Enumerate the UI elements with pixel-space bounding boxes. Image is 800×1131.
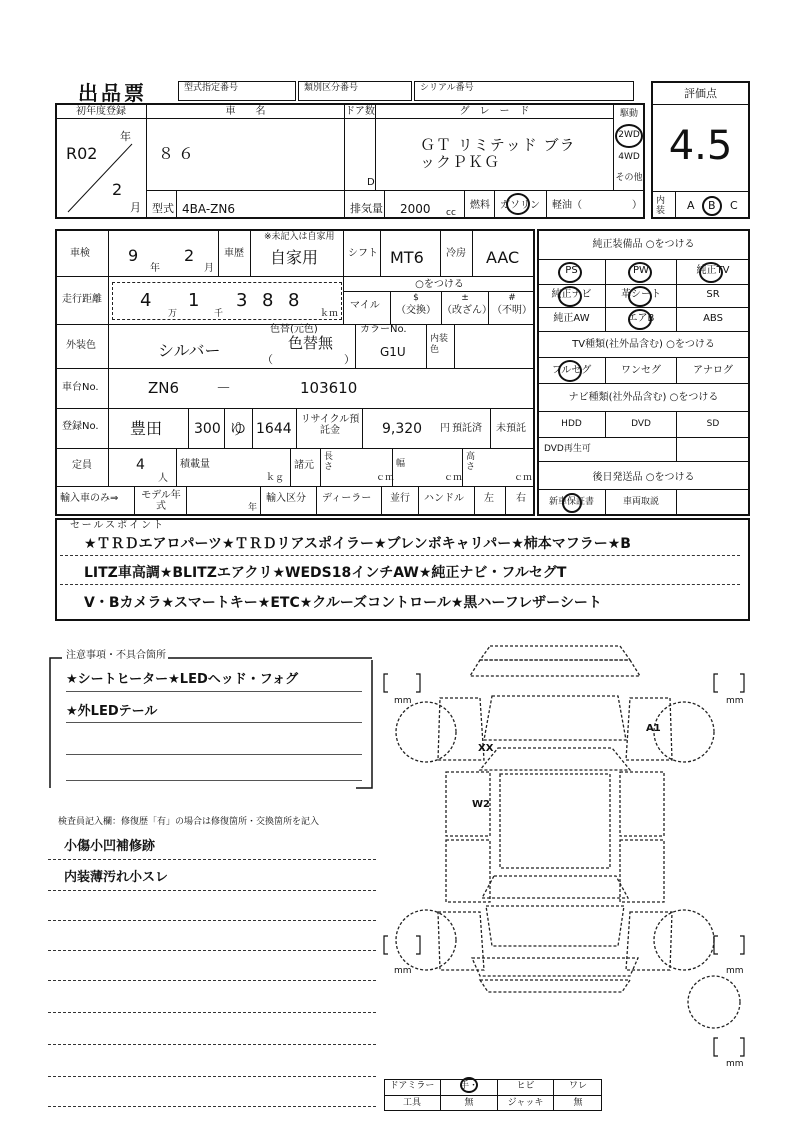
fuel-close: ）: [632, 200, 642, 211]
mileage-unk: （不明）: [492, 305, 532, 316]
capacity-label: 定員: [72, 460, 92, 471]
navi-dvd: DVD: [631, 419, 651, 429]
import-dealer: ディーラー: [322, 493, 372, 504]
mm-rear-right: mm: [726, 966, 744, 976]
capacity-value: 4: [136, 457, 145, 473]
mm-rear-left: mm: [394, 966, 412, 976]
tools-label: 工具: [402, 1098, 421, 1108]
damage-mark-a1: A1: [646, 723, 661, 734]
ac-label: 冷房: [446, 248, 466, 259]
shift-value: MT6: [390, 248, 424, 267]
mileage-digit4: 8: [262, 290, 274, 311]
equip-navi-circle: [558, 286, 582, 307]
fuel-gasoline: ガソリン: [500, 200, 540, 211]
equipment-label: 純正装備品 ○をつける: [592, 239, 695, 250]
mileage-unk-symbol: #: [508, 293, 516, 303]
form-title: 出品票: [78, 81, 147, 105]
inspection-year: 9: [128, 246, 139, 265]
equip-pw-circle: [628, 262, 652, 283]
registration-kana: ゆ: [230, 419, 247, 438]
navi-label: ナビ種類(社外品含む) ○をつける: [568, 392, 719, 403]
first-reg-month-unit: 月: [130, 201, 141, 214]
recycle-value: 9,320: [382, 421, 423, 437]
mileage-alt: （改ざん）: [442, 305, 492, 316]
first-reg-era: R02: [66, 144, 98, 163]
shift-label: シフト: [348, 248, 378, 259]
tv-label: TV種類(社外品含む) ○をつける: [572, 339, 715, 350]
inspection-month-unit: 月: [204, 263, 214, 274]
mirror-value: 手・: [459, 1081, 478, 1091]
later-manual: 車両取説: [622, 497, 659, 507]
mileage-digit3: 3: [236, 290, 248, 311]
fuel-gasoline-circle: [506, 193, 530, 215]
equip-sr: SR: [706, 289, 720, 300]
chassis-number: 103610: [300, 379, 358, 397]
model-label: 型式: [152, 202, 174, 215]
interior-label: 内装: [656, 196, 666, 216]
color-change-value: 色替無: [288, 334, 334, 352]
first-reg-slash: [60, 140, 140, 216]
equip-navi: 純正ナビ: [551, 289, 592, 300]
displacement-label: 排気量: [350, 202, 383, 215]
mileage-exch: （交換）: [396, 305, 436, 316]
interior-b: B: [708, 199, 716, 212]
equip-tv-circle: [699, 262, 723, 283]
mileage-digit5: 8: [288, 290, 300, 311]
jack-value: 無: [573, 1098, 583, 1108]
import-right: 右: [516, 493, 526, 504]
notes-label: 注意事項・不具合箇所: [66, 650, 166, 661]
registration-place: 豊田: [130, 419, 163, 438]
mileage-digit2: 1: [188, 290, 200, 311]
chassis-sep: －: [216, 379, 232, 397]
chassis-label: 車台No.: [62, 382, 99, 393]
jack-label: ジャッキ: [507, 1098, 544, 1108]
mileage-mile: マイル: [350, 300, 380, 311]
history-label: 車歴: [224, 248, 244, 259]
tv-analog: アナログ: [693, 365, 733, 376]
equip-tv: 純正TV: [696, 265, 730, 276]
equip-leather-circle: [628, 286, 652, 307]
notes-line1: ★シートヒーター★LEDヘッド・フォグ: [66, 672, 299, 687]
drive-label: 駆動: [619, 109, 638, 119]
color-change-label: 色替(元色): [270, 324, 318, 335]
import-year-unit: 年: [248, 503, 258, 513]
model-value: 4BA-ZN6: [182, 202, 235, 216]
notes-line2: ★外LEDテール: [66, 704, 158, 719]
import-label: 輸入車のみ⇒: [60, 493, 119, 504]
equip-abs: ABS: [703, 313, 723, 324]
damage-mark-xx: XX: [478, 743, 494, 754]
equip-airbag: エアB: [627, 313, 655, 324]
equip-aw: 純正AW: [553, 313, 590, 324]
dims-height: 高さ: [466, 452, 476, 472]
mileage-exch-symbol: $: [413, 293, 419, 303]
drive-4wd: 4WD: [618, 152, 640, 162]
inspector-line1: 小傷小凹補修跡: [64, 839, 156, 854]
color-code-label: カラーNo.: [360, 324, 407, 335]
displacement-cc: cc: [446, 208, 456, 218]
color-label: 外装色: [66, 340, 96, 351]
grade-line2: ックＰＫＧ: [420, 153, 501, 171]
registration-label: 登録No.: [62, 421, 99, 432]
displacement-value: 2000: [400, 202, 431, 216]
history-note: ※未記入は自家用: [264, 232, 335, 242]
grade-line1: ＧＴ リミテッド ブラ: [420, 136, 576, 154]
later-warranty: 新車保証書: [548, 497, 594, 507]
history-value: 自家用: [270, 248, 319, 267]
selling-line2: LITZ車高調★BLITZエアクリ★WEDS18インチAW★純正ナビ・フルセグT: [84, 565, 567, 581]
color-value: シルバー: [158, 341, 221, 360]
navi-sd: SD: [706, 419, 720, 429]
inspector-line2: 内装薄汚れ小スレ: [64, 870, 169, 885]
chassis-prefix: ZN6: [148, 379, 180, 397]
inspection-label: 車検: [70, 248, 90, 259]
mileage-alt-symbol: ±: [461, 293, 469, 303]
eval-label: 評価点: [684, 87, 717, 100]
equip-pw: PW: [633, 265, 649, 276]
load-label: 積載量: [180, 459, 210, 470]
dims-label: 諸元: [294, 460, 314, 471]
mileage-circle-note: ○をつける: [415, 279, 464, 290]
dims-length-cm: ｃｍ: [376, 473, 395, 483]
mirror-circle: [460, 1077, 478, 1093]
grade-label: グ レ ー ド: [459, 106, 530, 117]
drive-2wd: 2WD: [618, 130, 640, 140]
equip-leather: 革シート: [621, 289, 661, 300]
dims-length: 長さ: [324, 452, 334, 472]
dims-width: 幅: [396, 459, 406, 469]
inspection-year-unit: 年: [150, 263, 160, 274]
damage-mark-w2: W2: [472, 799, 490, 810]
first-reg-label: 初年度登録: [76, 106, 126, 117]
color-code: G1U: [380, 345, 406, 359]
selling-line1: ★ＴＲＤエアロパーツ★ＴＲＤリアスポイラー★ブレンボキャリパー★柿本マフラー★B: [84, 536, 631, 552]
first-reg-year-unit: 年: [120, 130, 131, 143]
recycle-undeposited: 未預託: [496, 423, 526, 434]
drive-other: その他: [615, 173, 643, 183]
registration-number: 1644: [256, 421, 292, 437]
import-model-year: モデル年式: [141, 490, 181, 512]
mm-front-right: mm: [726, 696, 744, 706]
tools-value: 無: [464, 1098, 474, 1108]
broken-label: ワレ: [568, 1081, 587, 1091]
selling-label: セールスポイント: [70, 520, 166, 531]
car-name-label: 車 名: [225, 106, 266, 117]
mirror-label: ドアミラー: [389, 1081, 435, 1091]
tv-fullseg: フルセグ: [551, 365, 592, 376]
inspection-month: 2: [184, 246, 195, 265]
mm-front-left: mm: [394, 696, 412, 706]
ac-value: AAC: [486, 248, 520, 267]
dims-width-cm: ｃｍ: [444, 473, 463, 483]
load-kg: ｋｇ: [266, 473, 285, 483]
navi-dvd-play: DVD再生可: [544, 444, 591, 454]
serial-label: シリアル番号: [420, 83, 474, 93]
recycle-yen: 円: [440, 423, 450, 434]
mm-spare: mm: [726, 1059, 744, 1069]
color-paren-close: ）: [344, 353, 355, 366]
car-damage-diagram: [380, 640, 760, 1080]
first-reg-month: 2: [112, 180, 123, 199]
fuel-light: 軽油（: [552, 200, 582, 211]
later-warranty-circle: [562, 493, 582, 513]
vehicle-detail-box: [55, 229, 535, 516]
eval-score: 4.5: [668, 123, 733, 169]
model-code-label: 型式指定番号: [184, 83, 239, 93]
navi-hdd: HDD: [561, 419, 582, 429]
registration-class: 300: [194, 421, 221, 437]
import-handle: ハンドル: [424, 493, 464, 504]
equip-airbag-circle: [628, 309, 652, 330]
mileage-digit1: 4: [140, 290, 152, 311]
selling-line3: V・Bカメラ★スマートキー★ETC★クルーズコントロール★黒ハーフレザーシート: [84, 595, 602, 611]
doors-value: D: [367, 177, 375, 188]
inspector-label: 検査員記入欄：修復歴「有」の場合は修復箇所・交換箇所を記入: [58, 817, 320, 827]
mileage-label: 走行距離: [62, 294, 102, 305]
tv-fullseg-circle: [558, 360, 582, 382]
fuel-label: 燃料: [470, 200, 490, 211]
drive-2wd-circle: [615, 124, 643, 148]
mileage-man: 万: [168, 309, 178, 319]
crack-label: ヒビ: [516, 1081, 535, 1091]
interior-b-circle: [702, 196, 722, 216]
class-code-label: 類別区分番号: [304, 83, 359, 93]
equip-ps: PS: [565, 265, 578, 276]
tv-oneseg: ワンセグ: [621, 365, 661, 376]
interior-c: C: [730, 199, 738, 212]
dims-height-cm: ｃｍ: [514, 473, 533, 483]
interior-color-label: 内装色: [430, 334, 449, 355]
recycle-label: リサイクル預託金: [300, 414, 360, 436]
doors-label: ドア数: [345, 106, 375, 117]
capacity-unit: 人: [158, 473, 168, 484]
import-parallel: 並行: [390, 493, 410, 504]
import-left: 左: [484, 493, 494, 504]
import-class: 輸入区分: [266, 493, 306, 504]
mileage-km: ｋｍ: [320, 309, 339, 319]
mileage-sen: 千: [214, 309, 224, 319]
color-paren-open: （: [262, 353, 273, 366]
recycle-deposited: 預託済: [452, 423, 482, 434]
equip-ps-circle: [558, 262, 582, 283]
later-label: 後日発送品 ○をつける: [592, 472, 695, 483]
car-name: ８６: [158, 144, 199, 163]
interior-a: A: [687, 199, 695, 212]
